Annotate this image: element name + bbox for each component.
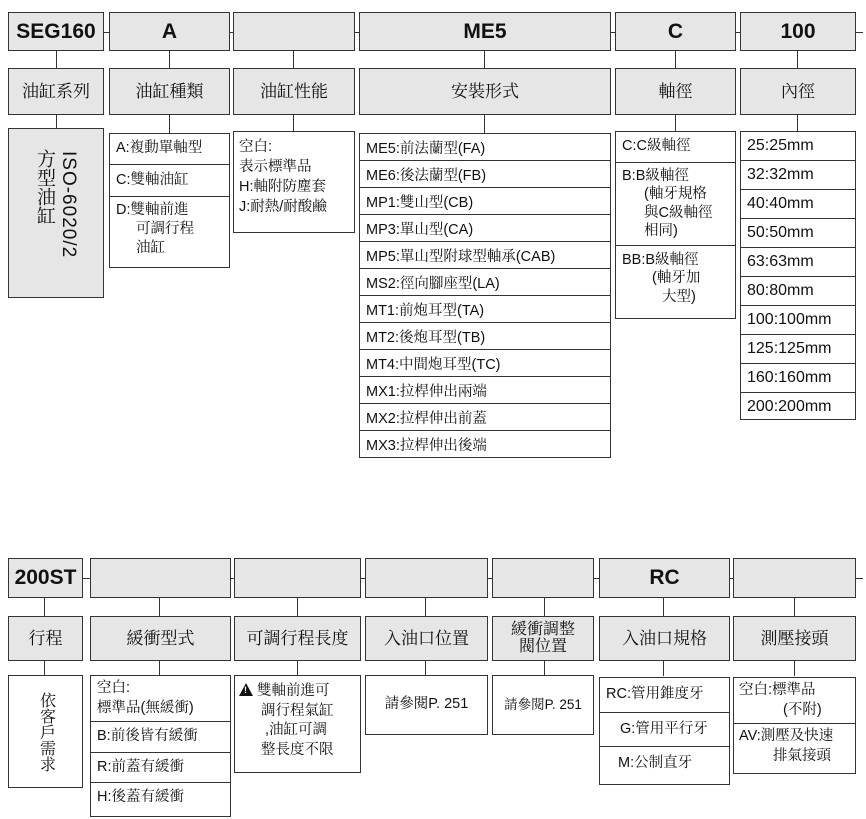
cushion-blank: 空白: bbox=[97, 680, 131, 696]
port-spec-m: M:公制直牙 bbox=[618, 755, 693, 772]
adjust-note-2: 調行程氣缸 bbox=[261, 702, 334, 719]
shaft-option-b-3: 與C級軸徑 bbox=[644, 204, 713, 221]
mounting-item: MP3:單山型(CA) bbox=[360, 215, 610, 242]
type-option-c: C:雙軸油缸 bbox=[110, 165, 229, 198]
bore-list bbox=[740, 131, 856, 420]
warning-icon bbox=[239, 683, 253, 696]
mounting-item: ME6:後法蘭型(FB) bbox=[360, 161, 610, 188]
port-spec-rc: RC:管用錐度牙 bbox=[600, 678, 729, 713]
cushion-label: 緩衝型式 bbox=[90, 616, 231, 661]
adjust-note-4: 整長度不限 bbox=[261, 742, 334, 759]
gauge-blank-2: (不附) bbox=[783, 701, 822, 718]
gauge-av-2: 排氣接頭 bbox=[773, 747, 831, 764]
type-option-d-2: 可調行程 bbox=[136, 220, 194, 237]
bore-item: 32:32mm bbox=[741, 161, 855, 190]
adjust-note-3: ,油缸可調 bbox=[265, 722, 328, 739]
cushion-code bbox=[90, 558, 231, 598]
performance-blank: 空白: bbox=[239, 139, 273, 155]
valve-position-ref-text: 請參閱P. 251 bbox=[504, 696, 582, 712]
shaft-option-bb-3: 大型) bbox=[662, 288, 696, 305]
gauge-code bbox=[733, 558, 856, 598]
port-spec-options bbox=[599, 677, 730, 785]
valve-position-ref bbox=[492, 675, 594, 735]
gauge-blank: 空白:標準品 bbox=[739, 682, 816, 698]
port-position-ref-text: 請參閱P. 251 bbox=[384, 696, 469, 713]
bore-item: 125:125mm bbox=[741, 335, 855, 364]
type-code: A bbox=[109, 12, 230, 51]
bore-label: 內徑 bbox=[740, 68, 856, 115]
shaft-code: C bbox=[615, 12, 736, 51]
mounting-item: MX1:拉桿伸出兩端 bbox=[360, 377, 610, 404]
adjust-code bbox=[234, 558, 361, 598]
mounting-item: MX3:拉桿伸出後端 bbox=[366, 438, 487, 454]
type-option-a: A:複動單軸型 bbox=[110, 134, 229, 165]
mounting-item: MT2:後炮耳型(TB) bbox=[360, 323, 610, 350]
bore-item: 100:100mm bbox=[741, 306, 855, 335]
cushion-b: B:前後皆有緩衝 bbox=[91, 722, 230, 753]
gauge-options bbox=[733, 677, 856, 774]
performance-options bbox=[233, 131, 355, 233]
stroke-label: 行程 bbox=[8, 616, 83, 661]
adjust-note bbox=[234, 675, 361, 773]
type-option-d-3: 油缸 bbox=[136, 239, 165, 256]
valve-position-code bbox=[492, 558, 594, 598]
stroke-option bbox=[8, 675, 83, 788]
shaft-option-bb: BB:B級軸徑 bbox=[622, 251, 699, 268]
series-standard: ISO-6020/2 bbox=[58, 151, 79, 259]
shaft-option-b-2: (軸牙規格 bbox=[644, 186, 707, 203]
mounting-item: MT1:前炮耳型(TA) bbox=[360, 296, 610, 323]
stroke-code: 200ST bbox=[8, 558, 83, 598]
cushion-options bbox=[90, 675, 231, 817]
performance-standard: 表示標準品 bbox=[239, 159, 312, 175]
bore-item: 40:40mm bbox=[741, 190, 855, 219]
mounting-list bbox=[359, 133, 611, 458]
adjust-label: 可調行程長度 bbox=[234, 616, 361, 661]
port-position-code bbox=[365, 558, 488, 598]
port-position-label: 入油口位置 bbox=[365, 616, 488, 661]
mounting-label: 安裝形式 bbox=[359, 68, 611, 115]
shaft-option-bb-2: (軸牙加 bbox=[652, 270, 701, 287]
series-code: SEG160 bbox=[8, 12, 104, 51]
mounting-item: MP1:雙山型(CB) bbox=[360, 188, 610, 215]
shaft-option-b: B:B級軸徑 bbox=[622, 167, 689, 184]
mounting-item: MX2:拉桿伸出前蓋 bbox=[360, 404, 610, 431]
bore-item: 25:25mm bbox=[741, 132, 855, 161]
stroke-custom: 依客戶需求 bbox=[37, 691, 55, 772]
bore-code: 100 bbox=[740, 12, 856, 51]
mounting-item: MT4:中間炮耳型(TC) bbox=[360, 350, 610, 377]
mounting-item: MS2:徑向腳座型(LA) bbox=[360, 269, 610, 296]
bore-item: 50:50mm bbox=[741, 219, 855, 248]
port-position-ref bbox=[365, 675, 488, 735]
cushion-standard: 標準品(無緩衝) bbox=[97, 699, 194, 716]
port-spec-g: G:管用平行牙 bbox=[600, 713, 729, 748]
series-name: 方型油缸 bbox=[34, 149, 55, 225]
performance-label: 油缸性能 bbox=[233, 68, 355, 115]
cushion-h: H:後蓋有緩衝 bbox=[97, 789, 184, 806]
type-options bbox=[109, 133, 230, 268]
bore-item: 63:63mm bbox=[741, 248, 855, 277]
port-spec-code: RC bbox=[599, 558, 730, 598]
shaft-option-c: C:C級軸徑 bbox=[616, 132, 735, 163]
valve-position-label: 緩衝調整閥位置 bbox=[492, 616, 594, 661]
bore-item: 200:200mm bbox=[747, 398, 832, 415]
gauge-av: AV:測壓及快速 bbox=[739, 728, 834, 745]
mounting-item: ME5:前法蘭型(FA) bbox=[360, 134, 610, 161]
performance-j: J:耐熱/耐酸鹼 bbox=[239, 199, 327, 215]
mounting-item: MP5:單山型附球型軸承(CAB) bbox=[360, 242, 610, 269]
bore-item: 160:160mm bbox=[741, 364, 855, 393]
shaft-option-b-4: 相同) bbox=[644, 223, 678, 240]
type-option-d: D:雙軸前進 bbox=[116, 202, 189, 219]
mounting-code: ME5 bbox=[359, 12, 611, 51]
series-label: 油缸系列 bbox=[8, 68, 104, 115]
cushion-r: R:前蓋有緩衝 bbox=[91, 753, 230, 784]
shaft-options bbox=[615, 131, 736, 319]
series-option bbox=[8, 128, 104, 298]
adjust-note-1: 雙軸前進可 bbox=[257, 683, 330, 699]
performance-h: H:軸附防塵套 bbox=[239, 179, 326, 195]
performance-code bbox=[233, 12, 355, 51]
gauge-label: 測壓接頭 bbox=[733, 616, 856, 661]
port-spec-label: 入油口規格 bbox=[599, 616, 730, 661]
bore-item: 80:80mm bbox=[741, 277, 855, 306]
type-label: 油缸種類 bbox=[109, 68, 230, 115]
shaft-label: 軸徑 bbox=[615, 68, 736, 115]
